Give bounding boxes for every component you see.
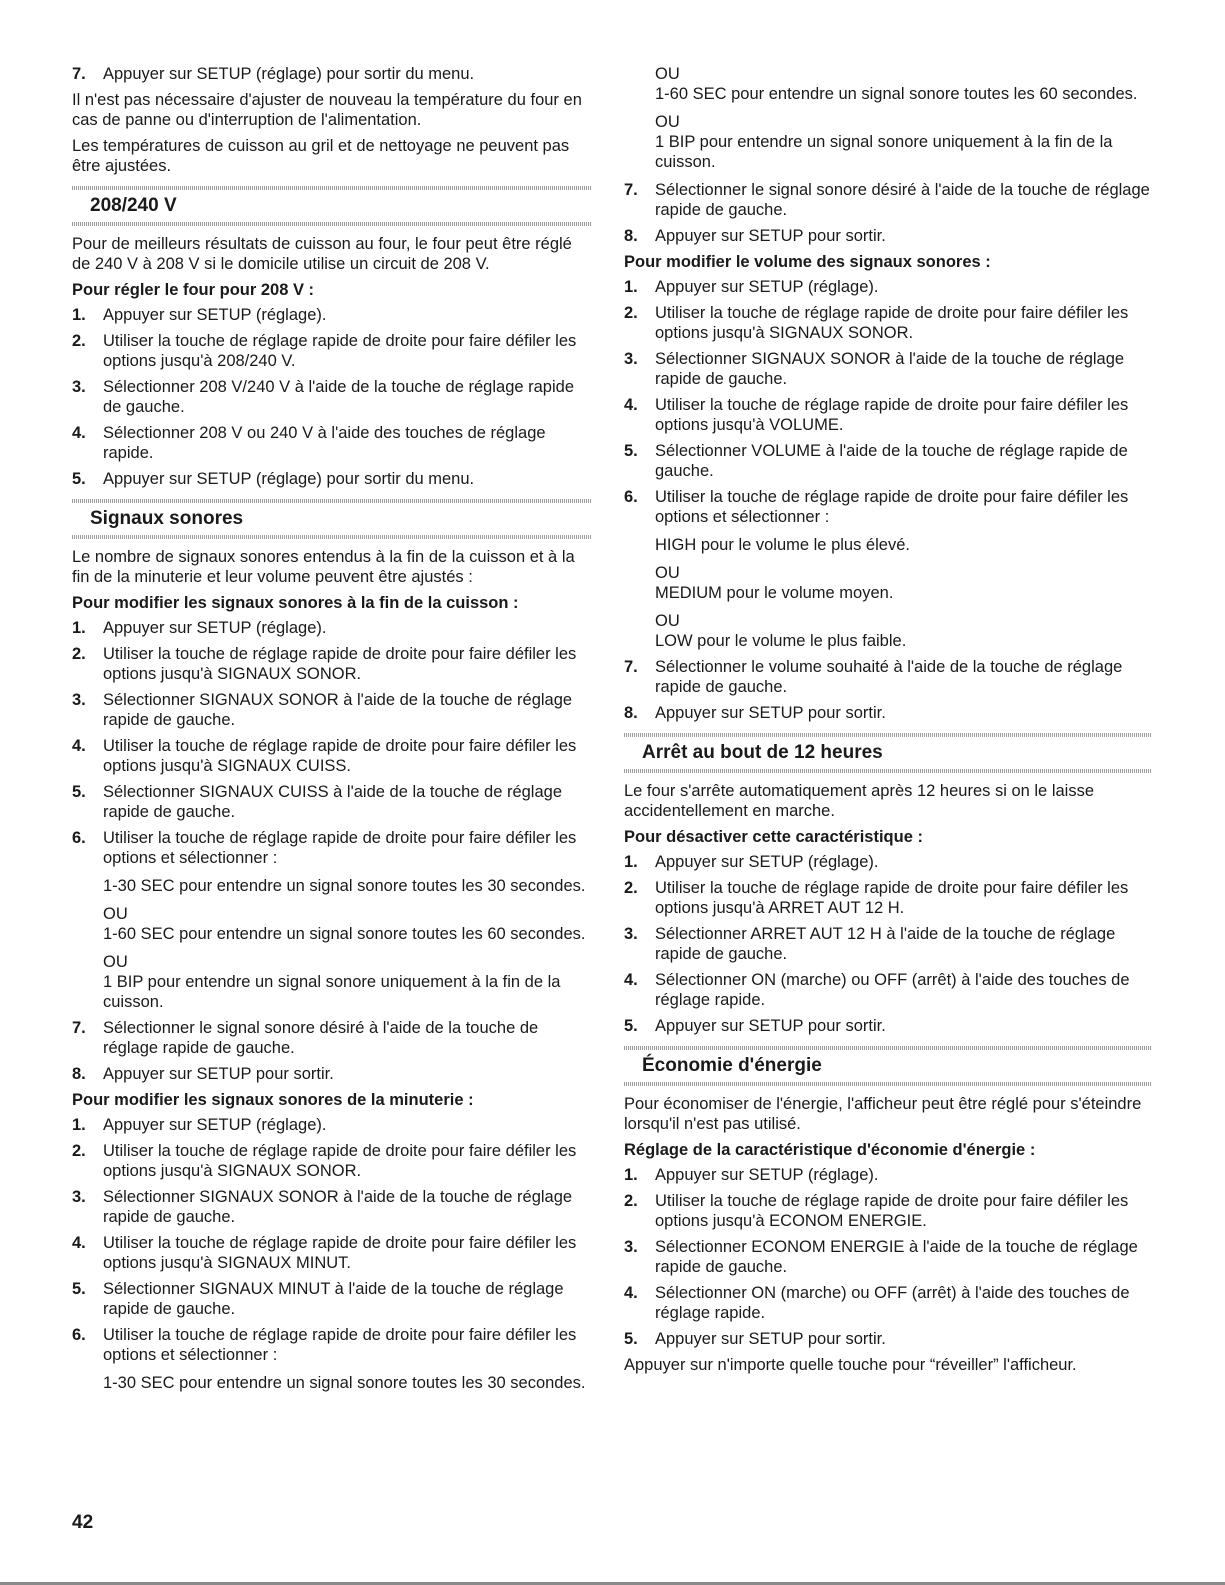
section-header <box>72 499 592 539</box>
step-number: 4. <box>72 737 86 755</box>
step-number: 3. <box>72 378 86 396</box>
step-body <box>103 1187 592 1227</box>
step-body <box>655 878 1152 918</box>
list-item <box>72 618 592 638</box>
section-header <box>624 1046 1152 1086</box>
subheading: Pour modifier les signaux sonores de la minuterie : <box>72 1091 474 1109</box>
step-number: 7. <box>72 1019 86 1037</box>
step-number: 4. <box>624 1284 638 1302</box>
step-body <box>103 782 592 822</box>
step-body <box>655 1165 1152 1185</box>
step-body <box>103 331 592 371</box>
step-option: OU MEDIUM pour le volume moyen. <box>655 564 894 602</box>
step-text: Appuyer sur SETUP (réglage). <box>655 278 879 296</box>
step-number: 2. <box>624 1192 638 1210</box>
step-number: 5. <box>72 1280 86 1298</box>
paragraph: Pour de meilleurs résultats de cuisson au four, le four peut être réglé de 240 V à 208 V si le domicile utilise un circuit de 208 V. <box>72 235 572 273</box>
list-item <box>624 303 1152 343</box>
step-number: 8. <box>72 1065 86 1083</box>
list-item <box>72 782 592 822</box>
step-body <box>103 1279 592 1319</box>
paragraph: Appuyer sur n'importe quelle touche pour “réveiller” l'afficheur. <box>624 1356 1077 1374</box>
step-number: 7. <box>624 658 638 676</box>
list-item <box>72 305 592 325</box>
list-item <box>624 226 1152 246</box>
step-number: 2. <box>72 645 86 663</box>
step-text: Sélectionner le signal sonore désiré à l'aide de la touche de réglage rapide de gauche. <box>103 1019 539 1057</box>
step-text: Sélectionner ARRET AUT 12 H à l'aide de la touche de réglage rapide de gauche. <box>655 925 1116 963</box>
section-rule-bottom <box>72 222 592 226</box>
list-item <box>624 970 1152 1010</box>
step-text: Appuyer sur SETUP pour sortir. <box>655 704 886 722</box>
step-body <box>655 1016 1152 1036</box>
step-body <box>103 64 592 84</box>
step-text: Sélectionner ECONOM ENERGIE à l'aide de la touche de réglage rapide de gauche. <box>655 1238 1138 1276</box>
step-text: Appuyer sur SETUP (réglage). <box>103 1116 327 1134</box>
paragraph: Pour économiser de l'énergie, l'afficheur peut être réglé pour s'éteindre lorsqu'il n'est pas utilisé. <box>624 1095 1142 1133</box>
step-body <box>655 657 1152 697</box>
step-number: 5. <box>624 442 638 460</box>
step-body <box>103 377 592 417</box>
step-body <box>655 226 1152 246</box>
step-text: Appuyer sur SETUP (réglage) pour sortir du menu. <box>103 470 475 488</box>
section-rule-bottom <box>624 769 1152 773</box>
step-text: Appuyer sur SETUP pour sortir. <box>655 1017 886 1035</box>
step-number: 6. <box>72 829 86 847</box>
step-body <box>655 1237 1152 1277</box>
step-body <box>655 277 1152 297</box>
step-text: Sélectionner VOLUME à l'aide de la touche de réglage rapide de gauche. <box>655 442 1128 480</box>
step-option: HIGH pour le volume le plus élevé. <box>655 536 910 554</box>
list-item <box>72 690 592 730</box>
section-title: 208/240 V <box>90 195 177 216</box>
paragraph: Le nombre de signaux sonores entendus à la fin de la cuisson et à la fin de la minuterie et leur volume peuvent être ajustés : <box>72 548 575 586</box>
list-item <box>72 423 592 463</box>
step-text: Sélectionner 208 V ou 240 V à l'aide des touches de réglage rapide. <box>103 424 546 462</box>
step-number: 7. <box>624 181 638 199</box>
step-text: Appuyer sur SETUP pour sortir. <box>655 1330 886 1348</box>
step-number: 7. <box>72 65 86 83</box>
step-text: Utiliser la touche de réglage rapide de droite pour faire défiler les options jusqu'à SIGNAUX SONOR. <box>655 304 1129 342</box>
step-text: Sélectionner SIGNAUX CUISS à l'aide de la touche de réglage rapide de gauche. <box>103 783 562 821</box>
step-option: 1-30 SEC pour entendre un signal sonore toutes les 30 secondes. <box>103 877 586 895</box>
paragraph: Le four s'arrête automatiquement après 12 heures si on le laisse accidentellement en marche. <box>624 782 1095 820</box>
step-number: 1. <box>72 619 86 637</box>
step-text: Utiliser la touche de réglage rapide de droite pour faire défiler les options jusqu'à ARRET AUT 12 H. <box>655 879 1129 917</box>
step-text: Utiliser la touche de réglage rapide de droite pour faire défiler les options jusqu'à SIGNAUX MINUT. <box>103 1234 577 1272</box>
step-number: 2. <box>624 879 638 897</box>
section-title: Signaux sonores <box>90 508 244 529</box>
subheading: Réglage de la caractéristique d'économie d'énergie : <box>624 1141 1036 1159</box>
step-option: OU 1 BIP pour entendre un signal sonore uniquement à la fin de la cuisson. <box>103 953 561 1011</box>
step-text: Sélectionner 208 V/240 V à l'aide de la touche de réglage rapide de gauche. <box>103 378 574 416</box>
step-body <box>103 1141 592 1181</box>
step-body <box>103 828 592 1012</box>
step-text: Sélectionner SIGNAUX SONOR à l'aide de la touche de réglage rapide de gauche. <box>655 350 1125 388</box>
list-item <box>72 828 592 1012</box>
list-item <box>72 1141 592 1181</box>
step-number: 2. <box>624 304 638 322</box>
list-item <box>72 1279 592 1319</box>
step-body <box>655 852 1152 872</box>
list-item <box>624 395 1152 435</box>
step-number: 1. <box>72 1116 86 1134</box>
step-option: OU 1-60 SEC pour entendre un signal sonore toutes les 60 secondes. <box>655 65 1138 103</box>
list-item <box>624 1191 1152 1231</box>
step-number: 6. <box>624 488 638 506</box>
step-number: 3. <box>72 1188 86 1206</box>
step-text: Sélectionner SIGNAUX SONOR à l'aide de la touche de réglage rapide de gauche. <box>103 1188 573 1226</box>
step-body <box>103 469 592 489</box>
step-body <box>103 423 592 463</box>
step-text: Appuyer sur SETUP (réglage). <box>655 853 879 871</box>
step-number: 3. <box>72 691 86 709</box>
list-item <box>72 1187 592 1227</box>
section-header <box>624 733 1152 773</box>
list-item <box>624 1329 1152 1349</box>
step-body <box>103 644 592 684</box>
list-item <box>624 924 1152 964</box>
step-number: 3. <box>624 925 638 943</box>
list-item <box>72 1115 592 1135</box>
step-text: Utiliser la touche de réglage rapide de droite pour faire défiler les options jusqu'à SIGNAUX SONOR. <box>103 645 577 683</box>
step-number: 5. <box>624 1017 638 1035</box>
step-body <box>103 1325 592 1393</box>
step-text: Utiliser la touche de réglage rapide de droite pour faire défiler les options jusqu'à 208/240 V. <box>103 332 577 370</box>
step-text: Appuyer sur SETUP (réglage) pour sortir du menu. <box>103 65 475 83</box>
section-header <box>72 186 592 226</box>
list-item <box>72 644 592 684</box>
step-text: Utiliser la touche de réglage rapide de droite pour faire défiler les options et sélectionner : <box>655 488 1129 526</box>
step-number: 1. <box>72 306 86 324</box>
step-body <box>655 487 1152 651</box>
list-item <box>624 441 1152 481</box>
list-item <box>624 703 1152 723</box>
step-text: Appuyer sur SETUP pour sortir. <box>655 227 886 245</box>
section-rule-bottom <box>72 535 592 539</box>
step-option: OU LOW pour le volume le plus faible. <box>655 612 907 650</box>
list-item <box>72 469 592 489</box>
continued-options <box>624 64 1152 172</box>
step-text: Utiliser la touche de réglage rapide de droite pour faire défiler les options jusqu'à ECONOM ENERGIE. <box>655 1192 1129 1230</box>
step-body <box>103 305 592 325</box>
step-text: Sélectionner SIGNAUX MINUT à l'aide de la touche de réglage rapide de gauche. <box>103 1280 564 1318</box>
step-body <box>655 970 1152 1010</box>
list-item <box>624 277 1152 297</box>
step-number: 1. <box>624 278 638 296</box>
step-body <box>103 618 592 638</box>
step-body <box>103 1233 592 1273</box>
step-number: 5. <box>624 1330 638 1348</box>
step-option: 1-30 SEC pour entendre un signal sonore toutes les 30 secondes. <box>103 1374 586 1392</box>
subheading: Pour modifier le volume des signaux sonores : <box>624 253 991 271</box>
step-option: OU 1 BIP pour entendre un signal sonore uniquement à la fin de la cuisson. <box>655 113 1113 171</box>
section-title: Économie d'énergie <box>642 1055 822 1076</box>
step-text: Sélectionner le volume souhaité à l'aide de la touche de réglage rapide de gauche. <box>655 658 1123 696</box>
subheading: Pour régler le four pour 208 V : <box>72 281 315 299</box>
step-number: 4. <box>72 424 86 442</box>
step-body <box>103 1115 592 1135</box>
step-text: Utiliser la touche de réglage rapide de droite pour faire défiler les options jusqu'à VOLUME. <box>655 396 1129 434</box>
section-rule-bottom <box>624 1082 1152 1086</box>
step-body <box>655 349 1152 389</box>
step-text: Sélectionner ON (marche) ou OFF (arrêt) à l'aide des touches de réglage rapide. <box>655 1284 1130 1322</box>
step-text: Utiliser la touche de réglage rapide de droite pour faire défiler les options jusqu'à SIGNAUX SONOR. <box>103 1142 577 1180</box>
step-number: 2. <box>72 332 86 350</box>
step-number: 8. <box>624 227 638 245</box>
section-title: Arrêt au bout de 12 heures <box>642 742 883 763</box>
page-number: 42 <box>72 1512 94 1533</box>
list-item <box>72 1018 592 1058</box>
list-item <box>624 852 1152 872</box>
step-number: 6. <box>72 1326 86 1344</box>
list-item <box>624 180 1152 220</box>
step-body <box>655 395 1152 435</box>
step-text: Sélectionner ON (marche) ou OFF (arrêt) à l'aide des touches de réglage rapide. <box>655 971 1130 1009</box>
step-text: Sélectionner le signal sonore désiré à l'aide de la touche de réglage rapide de gauche. <box>655 181 1150 219</box>
step-body <box>655 441 1152 481</box>
step-number: 4. <box>72 1234 86 1252</box>
list-item <box>72 377 592 417</box>
list-item <box>624 1237 1152 1277</box>
step-body <box>655 1329 1152 1349</box>
subheading: Pour désactiver cette caractéristique : <box>624 828 923 846</box>
list-item <box>72 1325 592 1393</box>
step-body <box>655 924 1152 964</box>
list-item <box>624 1165 1152 1185</box>
right-column <box>624 64 1152 1381</box>
step-body <box>103 690 592 730</box>
step-number: 5. <box>72 470 86 488</box>
step-body <box>103 1064 592 1084</box>
step-body <box>655 303 1152 343</box>
list-item <box>624 1016 1152 1036</box>
list-item <box>72 331 592 371</box>
list-item <box>72 736 592 776</box>
step-body <box>103 736 592 776</box>
list-item <box>72 64 592 84</box>
step-number: 4. <box>624 396 638 414</box>
step-number: 3. <box>624 1238 638 1256</box>
subheading: Pour modifier les signaux sonores à la fin de la cuisson : <box>72 594 519 612</box>
list-item <box>624 487 1152 651</box>
step-number: 4. <box>624 971 638 989</box>
step-text: Appuyer sur SETUP pour sortir. <box>103 1065 334 1083</box>
step-text: Appuyer sur SETUP (réglage). <box>655 1166 879 1184</box>
left-column <box>72 64 592 1399</box>
paragraph: Il n'est pas nécessaire d'ajuster de nouveau la température du four en cas de panne ou d'interruption de l'alimentation. <box>72 91 582 129</box>
paragraph: Les températures de cuisson au gril et de nettoyage ne peuvent pas être ajustées. <box>72 137 570 175</box>
step-number: 1. <box>624 853 638 871</box>
step-text: Appuyer sur SETUP (réglage). <box>103 306 327 324</box>
step-text: Utiliser la touche de réglage rapide de droite pour faire défiler les options et sélectionner : <box>103 829 577 867</box>
list-item <box>624 349 1152 389</box>
step-number: 2. <box>72 1142 86 1160</box>
step-text: Appuyer sur SETUP (réglage). <box>103 619 327 637</box>
list-item <box>624 1283 1152 1323</box>
list-item <box>72 1064 592 1084</box>
step-option: OU 1-60 SEC pour entendre un signal sonore toutes les 60 secondes. <box>103 905 586 943</box>
step-number: 8. <box>624 704 638 722</box>
list-item <box>624 657 1152 697</box>
step-body <box>655 703 1152 723</box>
step-body <box>655 1191 1152 1231</box>
step-body <box>655 180 1152 220</box>
step-body <box>655 1283 1152 1323</box>
step-text: Sélectionner SIGNAUX SONOR à l'aide de la touche de réglage rapide de gauche. <box>103 691 573 729</box>
step-body <box>103 1018 592 1058</box>
list-item <box>72 1233 592 1273</box>
step-number: 1. <box>624 1166 638 1184</box>
step-number: 5. <box>72 783 86 801</box>
step-number: 3. <box>624 350 638 368</box>
step-text: Utiliser la touche de réglage rapide de droite pour faire défiler les options et sélectionner : <box>103 1326 577 1364</box>
list-item <box>624 878 1152 918</box>
step-text: Utiliser la touche de réglage rapide de droite pour faire défiler les options jusqu'à SIGNAUX CUISS. <box>103 737 577 775</box>
